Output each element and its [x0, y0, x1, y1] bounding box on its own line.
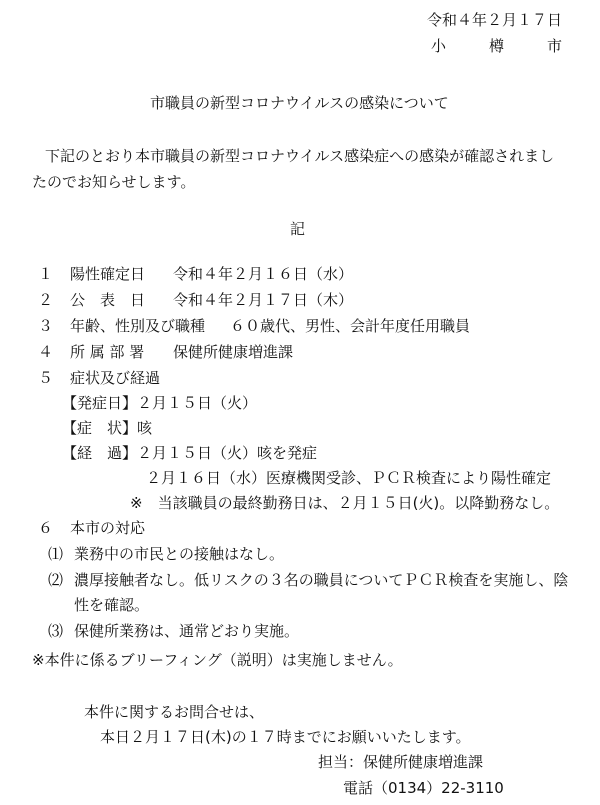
item-4-label: 所 属 部 署 [70, 343, 145, 361]
item-1-label: 陽性確定日 [70, 265, 146, 283]
item-6-sub-2-line-1: 濃厚接触者なし。低リスクの３名の職員についてＰＣＲ検査を実施し、陰 [74, 571, 569, 589]
item-2-value: 令和４年２月１７日（木） [173, 291, 354, 309]
item-3-number: ３ [38, 317, 54, 335]
contact-line-2: 本日２月１７日(木)の１７時までにお願いいたします。 [100, 728, 471, 746]
contact-line-1: 本件に関するお問合せは、 [84, 703, 265, 721]
item-5-label: 症状及び経過 [70, 369, 161, 387]
item-5-progress-1: 【経 過】２月１５日（火）咳を発症 [62, 444, 318, 462]
item-4-value: 保健所健康増進課 [173, 343, 294, 361]
item-5-onset: 【発症日】２月１５日（火） [62, 394, 258, 412]
item-4-number: ４ [38, 343, 54, 361]
item-2-number: ２ [38, 291, 54, 309]
item-6-sub-2-line-2: 性を確認。 [74, 596, 150, 614]
ki-heading: 記 [290, 220, 306, 238]
item-1-number: １ [38, 265, 54, 283]
date: 令和４年２月１７日 [426, 11, 562, 29]
item-5-progress-2: ２月１６日（水）医療機関受診、ＰＣＲ検査により陽性確定 [146, 469, 552, 487]
item-6-sub-1: 業務中の市民との接触はなし。 [74, 545, 285, 563]
item-5-note: ※ 当該職員の最終勤務日は、２月１５日(火)。以降勤務なし。 [130, 494, 560, 512]
item-6-sub-2-number: ⑵ [48, 571, 64, 589]
contact-person: 担当：保健所健康増進課 [318, 753, 484, 771]
item-6-sub-3-number: ⑶ [48, 622, 64, 640]
item-3-value: ６０歳代、男性、会計年度任用職員 [230, 317, 471, 335]
issuer: 小 樽 市 [430, 37, 576, 55]
item-6-sub-3: 保健所業務は、通常どおり実施。 [74, 622, 300, 640]
item-5-symptom: 【症 状】咳 [62, 419, 153, 437]
item-6-sub-1-number: ⑴ [48, 545, 64, 563]
item-6-number: ６ [38, 519, 54, 537]
document-title: 市職員の新型コロナウイルスの感染について [150, 94, 449, 112]
intro-line-1: 下記のとおり本市職員の新型コロナウイルス感染症への感染が確認されまし [45, 147, 555, 165]
intro-line-2: たのでお知らせします。 [32, 173, 196, 191]
contact-phone: 電話（0134）22-3110 [343, 779, 504, 797]
item-3-label: 年齢、性別及び職種 [70, 317, 206, 335]
briefing-note: ※本件に係るブリーフィング（説明）は実施しません。 [32, 651, 403, 669]
item-1-value: 令和４年２月１６日（水） [173, 265, 354, 283]
item-2-label: 公 表 日 [70, 291, 146, 309]
item-6-label: 本市の対応 [70, 519, 146, 537]
item-5-number: ５ [38, 369, 54, 387]
